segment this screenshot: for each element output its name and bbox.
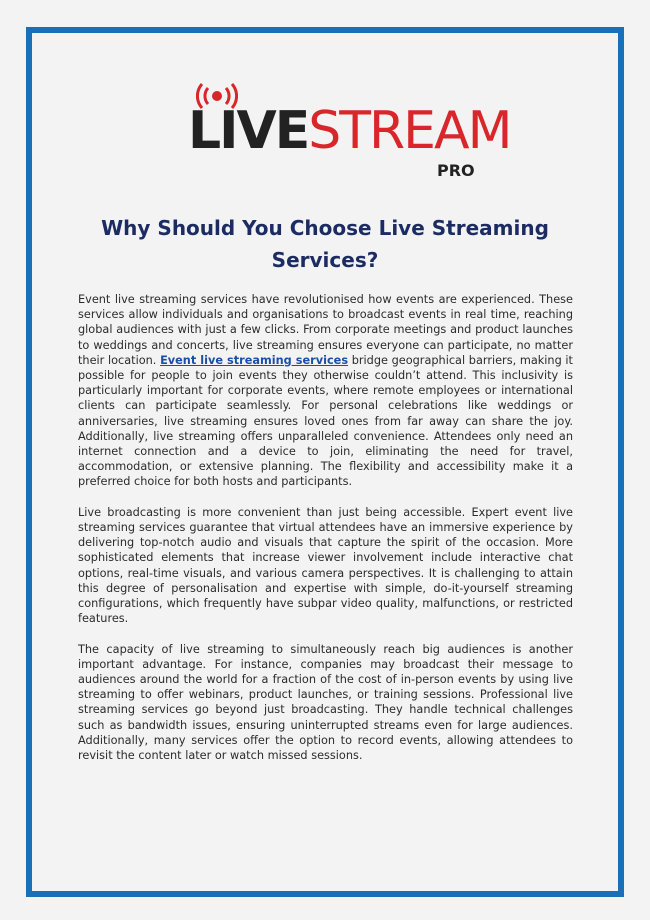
logo-word-stream: STREAM: [308, 101, 511, 161]
logo-wordmark: [188, 101, 511, 161]
document-body: [78, 292, 573, 778]
paragraph-1-text-before-link: Event live streaming services have revolutionised how events are experienced. These services allow individuals and organisations to broadcast events in real time, reaching global audiences with just a few clicks. From corporate meetings and product launches to weddings and concerts, live streaming ensures everyone can participate, no matter their location.: [78, 293, 573, 367]
paragraph-1: [78, 292, 573, 490]
logo-word-pro: PRO: [437, 161, 475, 180]
paragraph-2: Live broadcasting is more convenient than just being accessible. Expert event live streaming services guarantee that virtual attendees have an immersive experience by delivering top-notch audio and visuals that capture the spirit of the occasion. More sophisticated elements that increase viewer involvement include interactive chat options, real-time visuals, and various camera perspectives. It is challenging to attain this degree of personalisation and expertise with simple, do-it-yourself streaming configurations, which frequently have subpar video quality, malfunctions, or restricted features.: [78, 505, 573, 626]
livestream-pro-logo: [188, 81, 511, 183]
logo-word-live: LIVE: [188, 101, 309, 161]
paragraph-3: The capacity of live streaming to simultaneously reach big audiences is another important advantage. For instance, companies may broadcast their message to audiences around the world for a fraction of the cost of in-person events by using live streaming to offer webinars, product launches, or training sessions. Professional live streaming services go beyond just broadcasting. They handle technical challenges such as bandwidth issues, ensuring uninterrupted streams even for large audiences. Additionally, many services offer the option to record events, allowing attendees to revisit the content later or watch missed sessions.: [78, 642, 573, 763]
event-live-streaming-services-link[interactable]: Event live streaming services: [160, 353, 349, 367]
document-title: Why Should You Choose Live Streaming Services?: [101, 216, 549, 272]
paragraph-1-text-after-link: bridge geographical barriers, making it possible for people to join events they otherwise couldn’t attend. This inclusivity is particularly important for corporate events, where remote employees or international clients can participate seamlessly. For personal celebrations like weddings or anniversaries, live streaming ensures loved ones from far away can share the joy. Additionally, live streaming offers unparalleled convenience. Attendees only need an internet connection and a device to join, eliminating the need for travel, accommodation, or extensive planning. The flexibility and accessibility make it a preferred choice for both hosts and participants.: [78, 353, 573, 489]
